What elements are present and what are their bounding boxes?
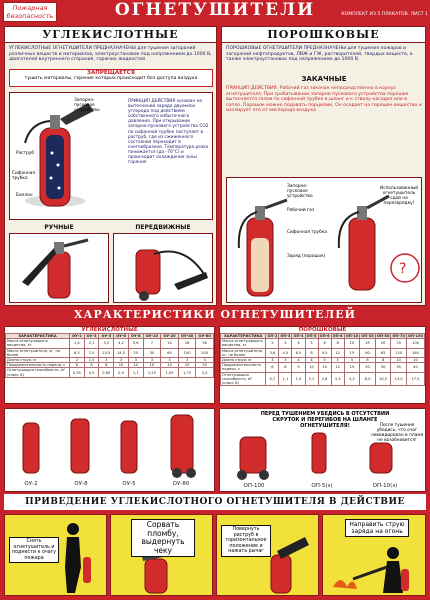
powder-table-cell: 5 [305, 339, 318, 348]
powder-table-cell: 1,1 [279, 372, 292, 386]
model-ou80: ОУ-80 [172, 481, 190, 487]
co2-table-cell: 4,2 [114, 339, 129, 348]
powder-label-valve: Запорно-пусковое устройство [287, 184, 313, 200]
powder-table-cell: 8 [331, 339, 344, 348]
powder-table-cell: 8 [305, 348, 318, 357]
model-ou2: ОУ-2 [24, 481, 38, 487]
powder-table-cell: 6 [318, 339, 331, 348]
co2-heading: УГЛЕКИСЛОТНЫЕ [5, 27, 216, 43]
co2-col-header: ОУ-5 [99, 334, 114, 339]
procedure-step-1 [4, 514, 107, 596]
powder-panel [221, 26, 426, 306]
powder-table-cell: 40 [406, 363, 424, 372]
powder-col-header: ОП-8 [332, 334, 343, 338]
co2-table-cell: 14 [161, 339, 179, 348]
step2-text: Сорвать пломбу, выдернуть чеку [131, 519, 195, 557]
poster-title: ОГНЕТУШИТЕЛИ [114, 0, 316, 20]
powder-table-cell: 2,6 [318, 372, 331, 386]
co2-mobile-label: ПЕРЕДВИЖНЫЕ [135, 224, 191, 231]
co2-table-cell: 1,55 [161, 368, 179, 377]
co2-table-cell: 8 [84, 363, 99, 368]
powder-table-cell: Масса огнетушащего вещества, кг [221, 339, 266, 348]
co2-table-cell: 14,5 [114, 348, 129, 357]
co2-table-cell: 20 [178, 363, 196, 368]
co2-table-row [6, 348, 214, 357]
powder-table-cell: 4 [305, 358, 318, 363]
powder-col-header: ХАРАКТЕРИСТИКА [221, 334, 266, 339]
co2-table-cell: 15 [161, 363, 179, 368]
co2-table-cell: 3,5 [99, 339, 114, 348]
powder-table-cell: Длина струи, м [221, 358, 266, 363]
co2-col-header: ОУ-40 [178, 334, 196, 339]
powder-table-cell: 10 [344, 339, 360, 348]
powder-table-cell: 20 [360, 363, 376, 372]
powder-col-header: ОП-6 [319, 334, 330, 338]
co2-diagram [9, 92, 213, 220]
co2-col-header: ОУ-2 [70, 334, 85, 339]
step4-text: Направить струю заряда на огонь [345, 519, 409, 537]
powder-table-cell: 9,5 [318, 348, 331, 357]
co2-table-cell: 3 [196, 358, 214, 363]
powder-table-cell: 8 [279, 363, 292, 372]
co2-col-header: ОУ-80 [196, 334, 214, 339]
powder-table-cell: 85 [375, 348, 391, 357]
after-extinguish-note: После тушения убедись, что очаг ликвидирован и пламя не возобновится! [370, 423, 424, 444]
co2-table-cell: Огнетушащая способность, м² (класс B) [6, 368, 70, 377]
powder-table-cell: 4,2 [344, 372, 360, 386]
powder-table-cell: 10,5 [375, 372, 391, 386]
co2-table-cell: 2,5 [196, 368, 214, 377]
powder-table-cell: 3,6 [266, 348, 279, 357]
co2-table-cell: 20 [128, 348, 143, 357]
co2-table-cell: 8 [70, 363, 85, 368]
co2-table-cell: 200 [196, 348, 214, 357]
powder-table-cell: 15 [344, 363, 360, 372]
co2-forbidden-title: ЗАПРЕЩАЕТСЯ [87, 70, 135, 76]
powder-label-gas: Рабочий газ [287, 208, 315, 213]
powder-intro: ПОРОШКОВЫЕ ОГНЕТУШИТЕЛИ ПРЕДНАЗНАЧЕНЫ для тушения пожаров и загораний нефтепродуктов, ЛВЖ и ГЖ, растворителей, твердых веществ, а также электроустановок под напряжением до 1000 В. [226, 46, 413, 63]
co2-manual-card [9, 233, 109, 303]
powder-table-row [221, 348, 425, 357]
powder-table-cell: 10 [406, 358, 424, 363]
co2-table-cell: 10 [143, 363, 161, 368]
powder-table-cell: 8,0 [360, 372, 376, 386]
co2-col-header: ОУ-3 [84, 334, 99, 339]
co2-table-row [6, 339, 214, 348]
powder-table-cell: 10 [391, 358, 407, 363]
powder-charge-title: ЗАКАЧНЫЕ [301, 75, 347, 83]
co2-table-cell: 30 [143, 348, 161, 357]
powder-table-cell: 13,0 [391, 372, 407, 386]
powder-table-cell: 8 [360, 358, 376, 363]
powder-table-cell: 30 [375, 363, 391, 372]
co2-table-cell: 2,1 [84, 339, 99, 348]
step3-text: Повернуть раструб в горизонтальное положение и нажать рычаг [221, 525, 271, 557]
powder-characteristics-table [220, 333, 425, 386]
powder-table-cell: 70 [391, 339, 407, 348]
co2-table-cell: Масса огнетушащего вещества, кг [6, 339, 70, 348]
co2-table-cell: 28 [178, 339, 196, 348]
model-op100: ОП-100 [243, 483, 265, 489]
co2-table-cell: 1,4 [70, 339, 85, 348]
procedure-heading: ПРИВЕДЕНИЕ УГЛЕКИСЛОТНОГО ОГНЕТУШИТЕЛЯ В ДЕЙСТВИЕ [4, 494, 426, 510]
co2-models-illustration [5, 409, 214, 479]
co2-table-cell: 7,0 [84, 348, 99, 357]
co2-table-cell: Продолжительность подачи, с [6, 363, 70, 368]
powder-table-cell: 3,3 [331, 372, 344, 386]
powder-table-box [219, 326, 426, 404]
powder-label-siphon: Сифонная трубка [287, 230, 327, 235]
co2-characteristics-table [5, 333, 214, 378]
co2-table-cell: 5,6 [128, 339, 143, 348]
powder-table-cell: 6 [266, 363, 279, 372]
co2-col-header: ОУ-6 [114, 334, 129, 339]
powder-table-cell: Огнетушащая способность, м² (класс B) [221, 372, 266, 386]
co2-label-cylinder: Баллон [16, 193, 33, 198]
powder-table-cell: 3 [266, 358, 279, 363]
powder-table-cell: 4 [292, 339, 305, 348]
powder-recharge-note: Использованный огнетушитель сдай на перезарядку! [379, 186, 419, 207]
powder-table-cell: 160 [406, 348, 424, 357]
co2-table-cell: 1,1 [128, 368, 143, 377]
powder-table-cell: 10 [318, 363, 331, 372]
model-op10z: ОП-10(з) [372, 483, 398, 489]
powder-table-cell: 9 [292, 363, 305, 372]
mobile-extinguisher-illustration [114, 234, 212, 302]
powder-table-cell: 50 [375, 339, 391, 348]
powder-col-header: ОП-100 [407, 334, 423, 338]
co2-label-siphon: Сифонная трубка [12, 171, 35, 182]
co2-table-cell: 20 [196, 363, 214, 368]
corner-label: Пожарная безопасность [3, 2, 57, 22]
co2-mobile-card [113, 233, 213, 303]
procedure-step-4 [322, 514, 426, 596]
co2-table-cell: 3 [143, 358, 161, 363]
powder-diagram [226, 177, 422, 303]
powder-table-cell: Продолжительность подачи, с [221, 363, 266, 372]
powder-principle: ПРИНЦИП ДЕЙСТВИЯ. Рабочий газ закачан непосредственно в корпус огнетушителя. При срабатывании запорно-пускового устройства порошок вытесняется газом по сифонной трубке в шланг и к стволу-насадке или в сопло. Порошок можно подавать порциями. Он оседает на горящее вещество и изолирует его от кислорода воздуха [226, 86, 422, 114]
powder-table-cell: 2,1 [305, 372, 318, 386]
powder-table-cell: 5 [318, 358, 331, 363]
kit-label: КОМПЛЕКТ ИЗ 5 ПЛАКАТОВ. ЛИСТ 1 [341, 12, 428, 17]
co2-col-header: ОУ-10 [143, 334, 161, 339]
powder-table-row [221, 339, 425, 348]
co2-table-cell: 8 [99, 363, 114, 368]
model-ou8: ОУ-8 [74, 481, 88, 487]
co2-table-cell: 60 [161, 348, 179, 357]
co2-table-cell: 10,5 [99, 348, 114, 357]
co2-panel [4, 26, 217, 306]
procedure-step-2 [110, 514, 213, 596]
powder-table-cell: 15 [344, 348, 360, 357]
powder-col-header: ОП-10 [345, 334, 359, 338]
powder-table-row [221, 363, 425, 372]
powder-col-header: ОП-70 [392, 334, 405, 338]
powder-table-cell: Масса огнетушителя, кг, не более [221, 348, 266, 357]
co2-table-cell: 2,5 [84, 358, 99, 363]
powder-table-cell: 12 [331, 348, 344, 357]
co2-table-cell: 10 [128, 363, 143, 368]
model-ou5: ОУ-5 [122, 481, 136, 487]
powder-col-header: ОП-5 [306, 334, 317, 338]
procedure-step-3 [216, 514, 319, 596]
powder-table-cell: 8 [375, 358, 391, 363]
co2-manual-label: РУЧНЫЕ [44, 224, 74, 231]
co2-table-cell: 1,75 [178, 368, 196, 377]
co2-label-horn: Раструб [16, 151, 35, 156]
co2-table-cell: 3 [114, 358, 129, 363]
co2-table-cell: 3 [161, 358, 179, 363]
powder-table-row [221, 372, 425, 386]
characteristics-heading: ХАРАКТЕРИСТИКИ ОГНЕТУШИТЕЛЕЙ [73, 308, 356, 321]
powder-col-header: ОП-2 [267, 334, 278, 338]
co2-forbidden-box [9, 69, 213, 87]
powder-table-cell: 3 [279, 339, 292, 348]
model-op5z: ОП-5(з) [311, 483, 333, 489]
co2-table-cell: 3 [99, 358, 114, 363]
powder-table-cell: 100 [406, 339, 424, 348]
co2-table-cell: Масса огнетушителя, кг, не более [6, 348, 70, 357]
co2-label-valve: Запорно-пусковое устройство [74, 98, 100, 114]
powder-col-header: ОП-4 [293, 334, 304, 338]
co2-forbidden-text: тушить материалы, горение которых происходит без доступа воздуха [24, 76, 198, 81]
powder-heading: ПОРОШКОВЫЕ [222, 27, 425, 43]
co2-table-cell: 0,9 [114, 368, 129, 377]
co2-table-cell: 3 [128, 358, 143, 363]
manual-extinguisher-illustration [10, 234, 108, 302]
co2-table-cell: 0,35 [70, 368, 85, 377]
powder-table-title: ПОРОШКОВЫЕ [298, 327, 347, 333]
co2-table-cell: 6,5 [70, 348, 85, 357]
step1-text: Снять огнетушитель и поднести к очагу пожара [9, 537, 59, 563]
svg-text:?: ? [399, 261, 407, 277]
powder-col-header: ОП-50 [376, 334, 390, 338]
powder-table-cell: 120 [391, 348, 407, 357]
powder-table-cell: 60 [360, 348, 376, 357]
powder-label-charge: Заряд (порошок) [287, 254, 326, 259]
co2-col-header: ОУ-20 [161, 334, 179, 339]
co2-principle: ПРИНЦИП ДЕЙСТВИЯ основан на вытеснении заряда двуокиси углерода под действием собственного избыточного давления. При открывании запорно-пускового устройства СО2 по сифонной трубке поступает в раструб, где из сжиженного состояния переходит в снегообразное. Температура резко понижается (до -70°С) и происходит охлаждение зоны горения [128, 99, 209, 166]
co2-models-box [4, 408, 215, 492]
powder-table-cell: 10 [305, 363, 318, 372]
co2-table-cell: 0,5 [84, 368, 99, 377]
co2-table-row [6, 368, 214, 377]
powder-col-header: ОП-35 [361, 334, 374, 338]
co2-table-box [4, 326, 215, 404]
powder-table-cell: 6,5 [292, 348, 305, 357]
powder-col-header: ОП-3 [280, 334, 291, 338]
co2-table-title: УГЛЕКИСЛОТНЫЕ [81, 327, 138, 333]
co2-table-cell: 1,25 [143, 368, 161, 377]
powder-table-cell: 1,5 [292, 372, 305, 386]
powder-table-cell: 3 [279, 358, 292, 363]
co2-table-cell: 0,65 [99, 368, 114, 377]
powder-table-cell: 2 [266, 339, 279, 348]
powder-table-cell: 5 [331, 358, 344, 363]
co2-table-cell: 3 [178, 358, 196, 363]
co2-table-cell: 7 [143, 339, 161, 348]
powder-table-cell: 12 [331, 363, 344, 372]
co2-table-cell: 10 [114, 363, 129, 368]
co2-intro: УГЛЕКИСЛОТНЫЕ ОГНЕТУШИТЕЛИ ПРЕДНАЗНАЧЕНЫ для тушения загораний различных веществ и материалов, электроустановок под напряжением до 1000 В, двигателей внутреннего сгорания, горючих жидкостей [9, 46, 212, 63]
co2-col-header: ХАРАКТЕРИСТИКА [6, 334, 70, 339]
co2-table-cell: 2 [70, 358, 85, 363]
powder-table-cell: 17,5 [406, 372, 424, 386]
co2-col-header: ОУ-8 [128, 334, 143, 339]
hose-warning: ПЕРЕД ТУШЕНИЕМ УБЕДИСЬ В ОТСУТСТВИИ СКРУТОК И ПЕРЕГИБОВ НА ШЛАНГЕ ОГНЕТУШИТЕЛЯ! [260, 411, 390, 429]
powder-table-cell: 4,5 [279, 348, 292, 357]
powder-models-box [219, 408, 426, 492]
powder-table-cell: 35 [360, 339, 376, 348]
co2-table-cell: 100 [178, 348, 196, 357]
co2-table-cell: Длина струи, м [6, 358, 70, 363]
powder-table-cell: 5 [344, 358, 360, 363]
co2-table-cell: 56 [196, 339, 214, 348]
powder-table-cell: 0,7 [266, 372, 279, 386]
powder-table-cell: 4 [292, 358, 305, 363]
powder-table-cell: 35 [391, 363, 407, 372]
